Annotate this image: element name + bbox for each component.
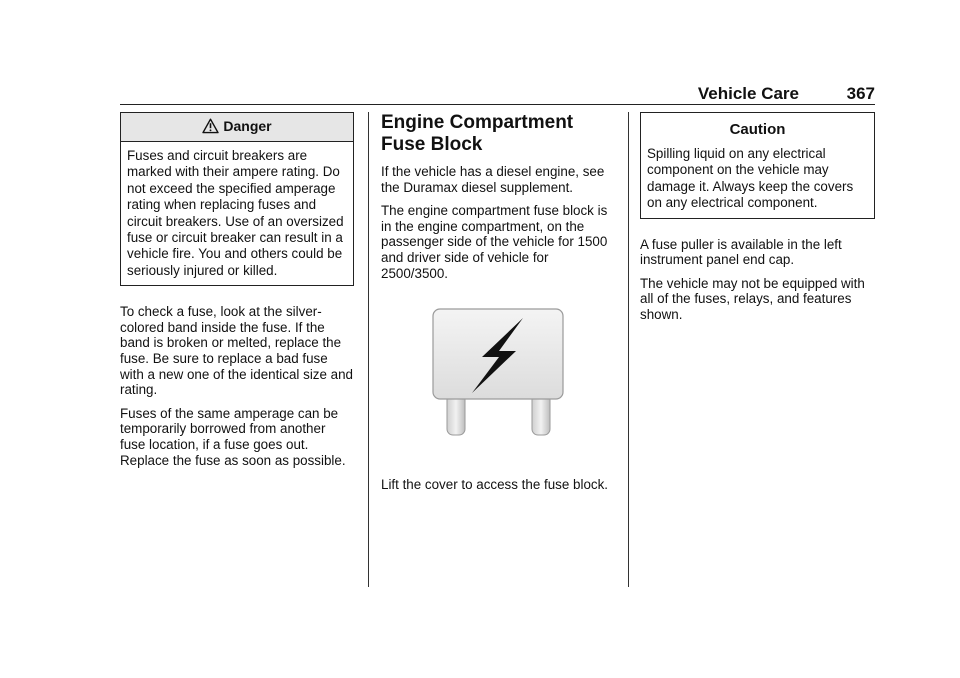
caution-title: Caution	[641, 113, 874, 146]
paragraph: Fuses of the same amperage can be temporarily borrowed from another fuse location, if a fuse goes out. Replace the fuse as soon as possible.	[120, 405, 346, 468]
column-middle	[381, 112, 617, 501]
danger-title: Danger	[223, 118, 272, 134]
column-divider	[628, 112, 629, 587]
paragraph: The vehicle may not be equipped with all of the fuses, relays, and features shown.	[640, 275, 865, 322]
warning-triangle-icon	[202, 118, 219, 137]
column-left	[120, 112, 354, 476]
column-divider	[368, 112, 369, 587]
paragraph: Lift the cover to access the fuse block.	[381, 477, 609, 493]
page-header	[120, 82, 875, 105]
paragraph: To check a fuse, look at the silver-colored band inside the fuse. If the band is broken or melted, replace the fuse. Be sure to replace a bad fuse with a new one of the identical size and rating.	[120, 304, 353, 398]
danger-box-header	[121, 113, 353, 142]
fuse-lightning-icon	[381, 307, 617, 457]
page-number: 367	[846, 84, 875, 103]
danger-text: Fuses and circuit breakers are marked with their ampere rating. Do not exceed the specified amperage rating when replacing fuses and circuit breakers. Use of an oversized fuse or circuit breaker can result in a vehicle fire. You and others could be seriously injured or killed.	[127, 148, 344, 278]
section-heading: Engine Compartment Fuse Block	[381, 112, 574, 155]
paragraph: A fuse puller is available in the left instrument panel end cap.	[640, 236, 842, 268]
column-right	[640, 112, 875, 331]
fuse-figure	[381, 307, 617, 457]
paragraph: The engine compartment fuse block is in the engine compartment, on the passenger side of the vehicle for 1500 and driver side of vehicle for 2500/3500.	[381, 203, 608, 281]
section-title: Vehicle Care	[697, 84, 799, 103]
danger-box	[120, 112, 354, 286]
caution-box	[640, 112, 875, 219]
caution-text: Spilling liquid on any electrical component on the vehicle may damage it. Always keep the covers on any electrical component.	[647, 146, 854, 211]
paragraph: If the vehicle has a diesel engine, see the Duramax diesel supplement.	[381, 164, 605, 195]
